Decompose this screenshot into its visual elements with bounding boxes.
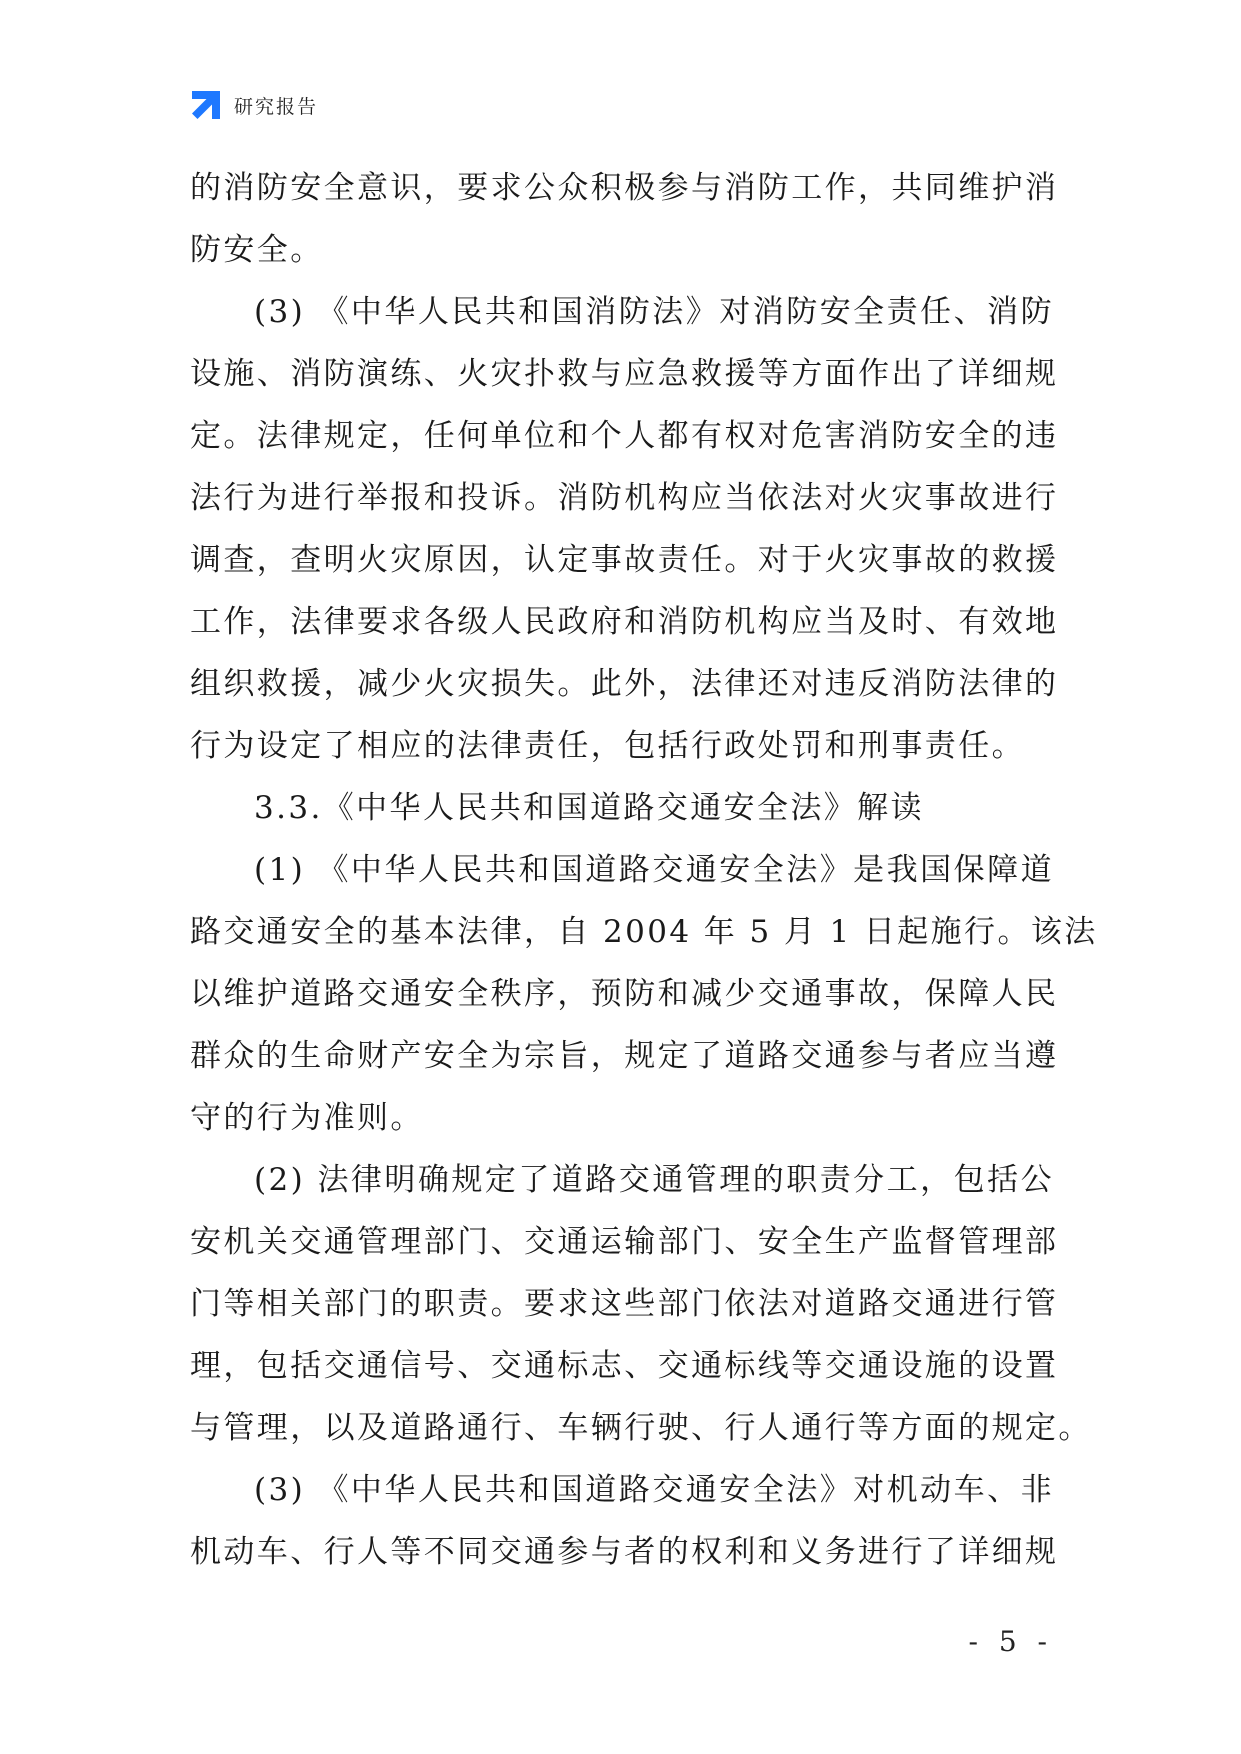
text-line: (2) 法律明确规定了道路交通管理的职责分工，包括公 (254, 1162, 1054, 1198)
text-line: 守的行为准则。 (190, 1100, 424, 1136)
text-line: 的消防安全意识，要求公众积极参与消防工作，共同维护消 (190, 170, 1059, 206)
page-number: - 5 - (968, 1625, 1053, 1658)
text-line: 防安全。 (190, 232, 324, 268)
text-line: (1) 《中华人民共和国道路交通安全法》是我国保障道 (254, 852, 1054, 888)
text-line: 理，包括交通信号、交通标志、交通标线等交通设施的设置 (190, 1348, 1059, 1384)
text-line: 群众的生命财产安全为宗旨，规定了道路交通参与者应当遵 (190, 1038, 1059, 1074)
text-line: 安机关交通管理部门、交通运输部门、安全生产监督管理部 (190, 1224, 1059, 1260)
text-line: (3) 《中华人民共和国道路交通安全法》对机动车、非 (254, 1472, 1054, 1508)
text-line: 工作，法律要求各级人民政府和消防机构应当及时、有效地 (190, 604, 1059, 640)
text-line: 机动车、行人等不同交通参与者的权利和义务进行了详细规 (190, 1534, 1059, 1570)
text-line: 法行为进行举报和投诉。消防机构应当依法对火灾事故进行 (190, 480, 1059, 516)
header-title: 研究报告 (234, 95, 319, 118)
text-line: 调查，查明火灾原因，认定事故责任。对于火灾事故的救援 (190, 542, 1059, 578)
text-line: 行为设定了相应的法律责任，包括行政处罚和刑事责任。 (190, 728, 1025, 764)
document-body (190, 157, 1098, 1583)
report-header (190, 88, 318, 122)
text-line: 门等相关部门的职责。要求这些部门依法对道路交通进行管 (190, 1286, 1059, 1322)
text-line: 定。法律规定，任何单位和个人都有权对危害消防安全的违 (190, 418, 1059, 454)
text-line: (3) 《中华人民共和国消防法》对消防安全责任、消防 (254, 294, 1054, 330)
text-line: 组织救援，减少火灾损失。此外，法律还对违反消防法律的 (190, 666, 1059, 702)
text-line: 路交通安全的基本法律，自 2004 年 5 月 1 日起施行。该法 (190, 914, 1098, 950)
text-line: 与管理，以及道路通行、车辆行驶、行人通行等方面的规定。 (190, 1410, 1092, 1446)
text-line: 以维护道路交通安全秩序，预防和减少交通事故，保障人民 (190, 976, 1059, 1012)
arrow-up-right-icon (190, 89, 222, 121)
text-line: 设施、消防演练、火灾扑救与应急救援等方面作出了详细规 (190, 356, 1059, 392)
section-heading: 3.3.《中华人民共和国道路交通安全法》解读 (254, 790, 924, 826)
